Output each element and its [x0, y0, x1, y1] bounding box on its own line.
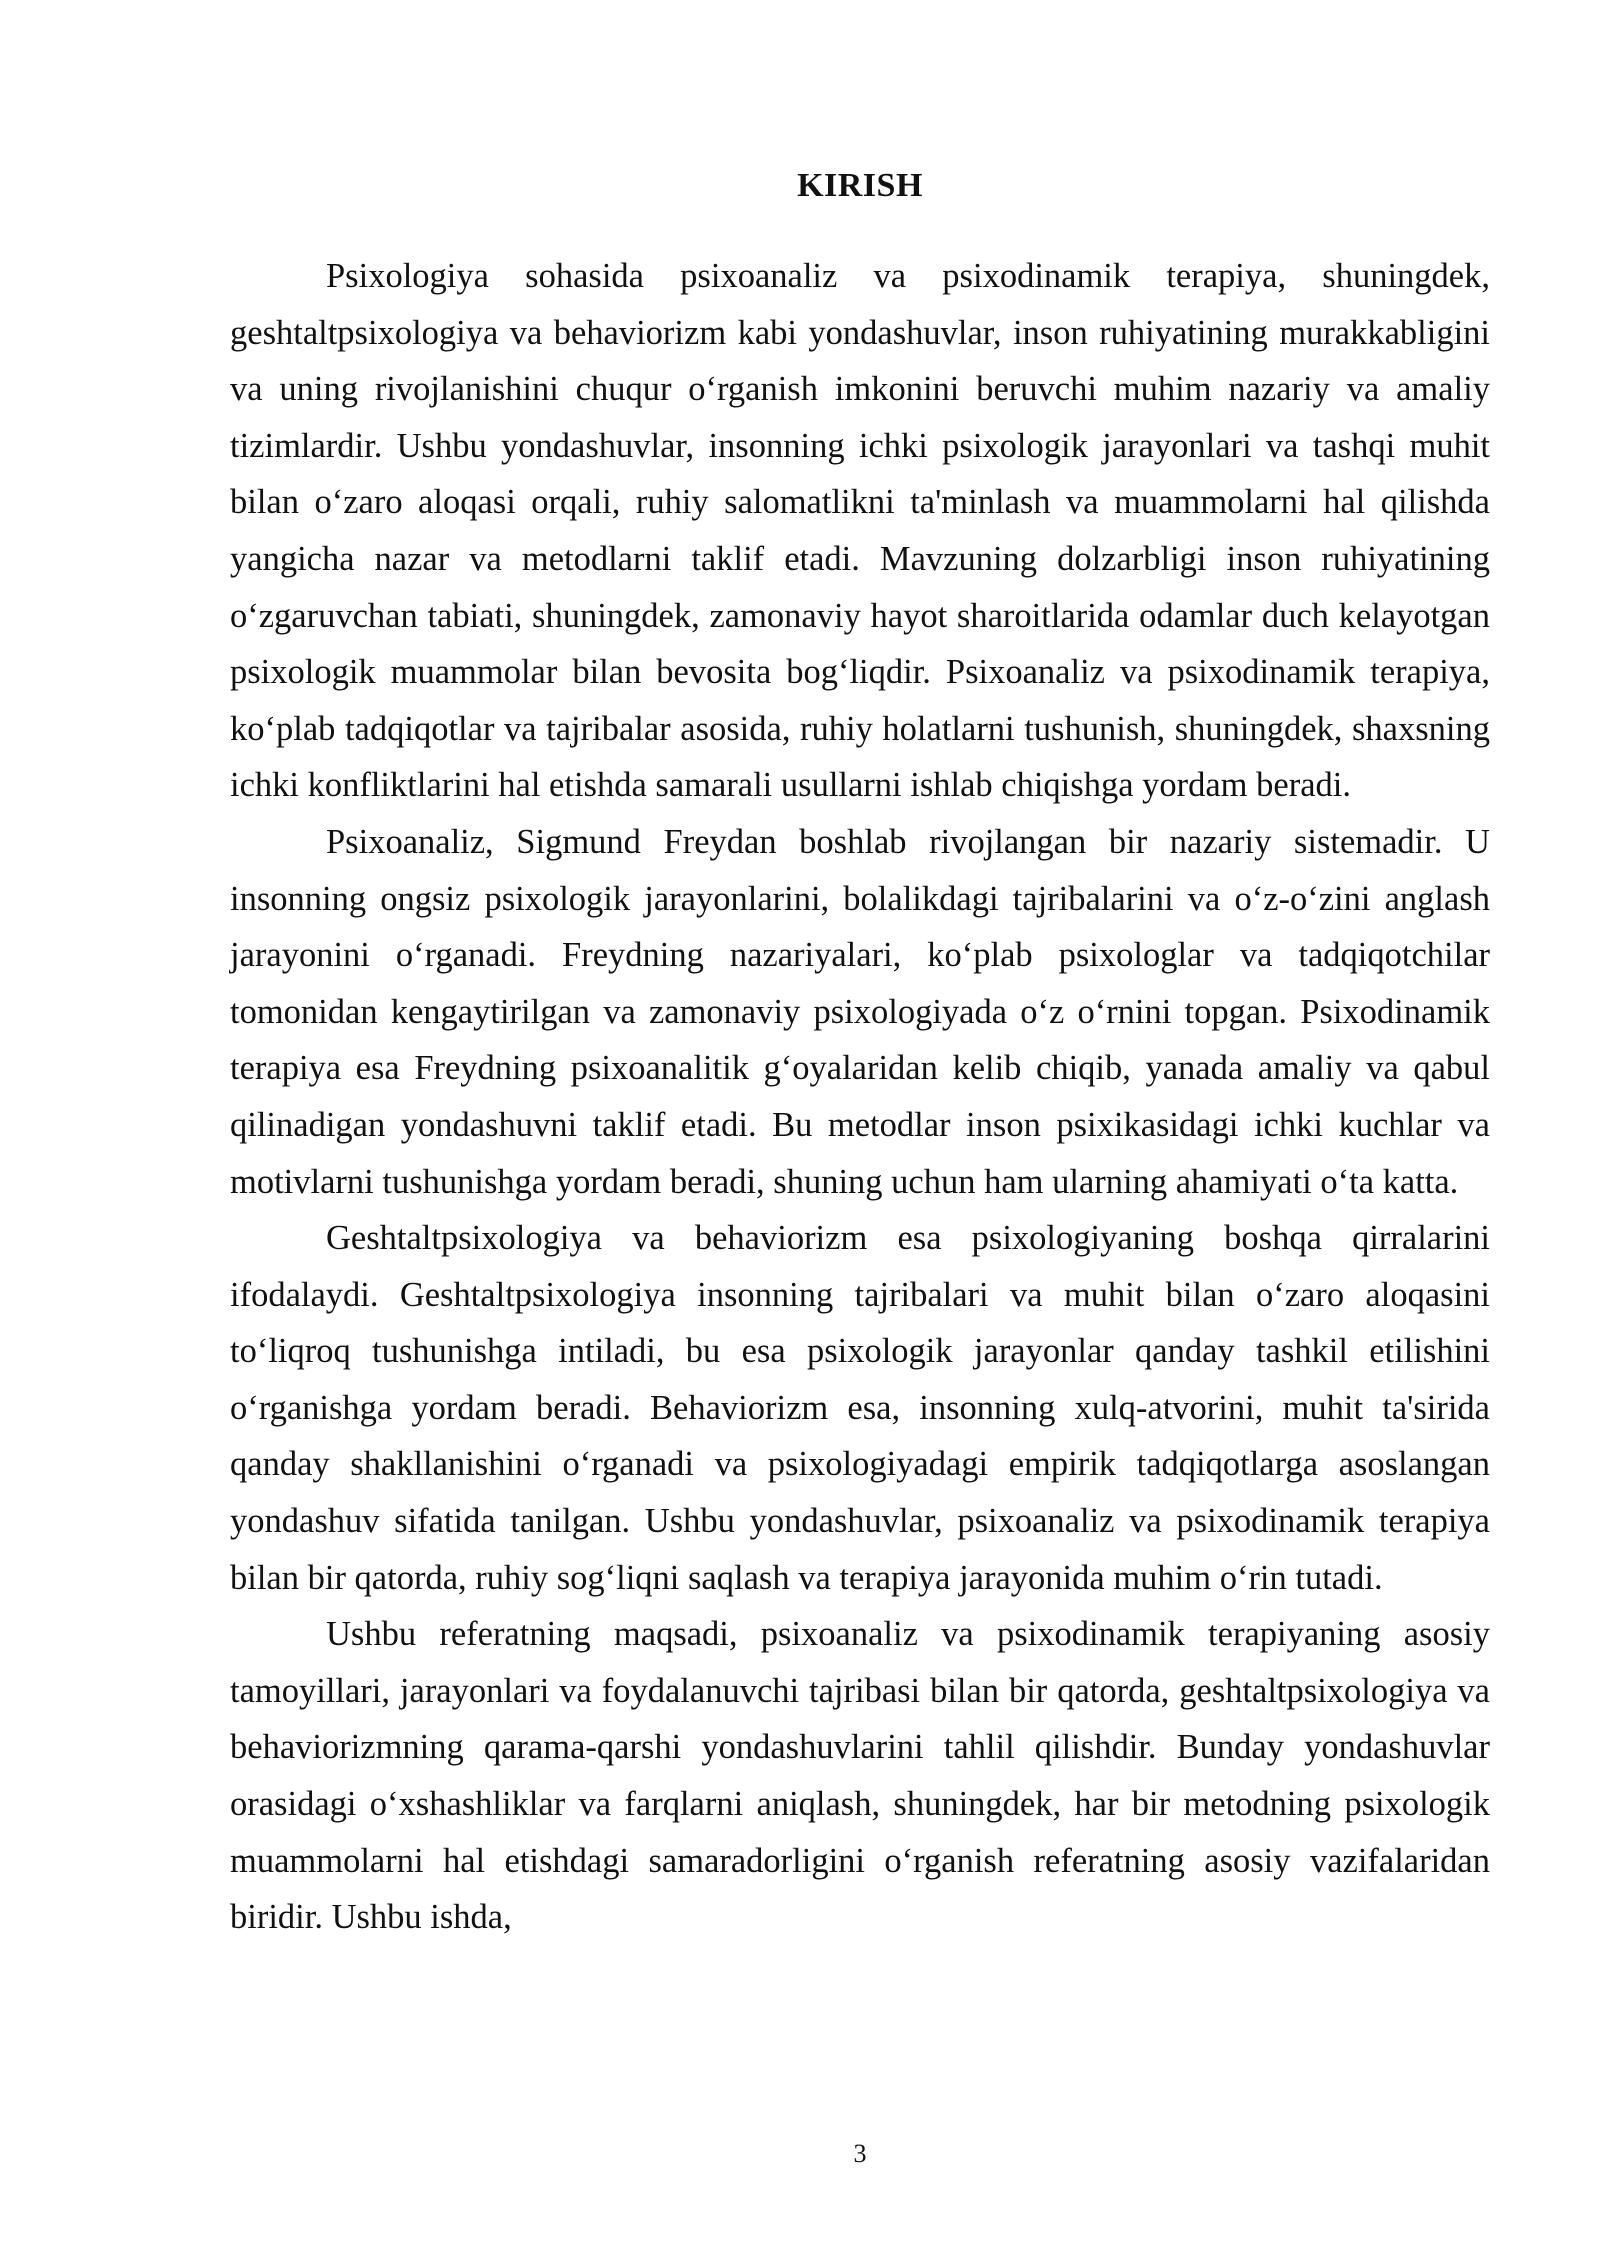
body-text	[230, 248, 1490, 1946]
page-number: 3	[853, 2139, 867, 2168]
section-title: KIRISH	[797, 167, 923, 204]
paragraph-4: Ushbu referatning maqsadi, psixoanaliz va psixodinamik terapiyaning asosiy tamoyillari, jarayonlari va foydalanuvchi tajribasi bilan bir qatorda, geshtaltpsixologiya va behaviorizmning qarama-qarshi yondashuvlarini tahlil qilishdir. Bunday yondashuvlar orasidagi o‘xshashliklar va farqlarni aniqlash, shuningdek, har bir metodning psixologik muammolarni hal etishdagi samaradorligini o‘rganish referatning asosiy vazifalaridan biridir. Ushbu ishda,	[230, 1615, 1490, 1937]
paragraph-3: Geshtaltpsixologiya va behaviorizm esa psixologiyaning boshqa qirralarini ifodalaydi. Geshtaltpsixologiya insonning tajribalari va muhit bilan o‘zaro aloqasini to‘liqroq tushunishga intiladi, bu esa psixologik jarayonlar qanday tashkil etilishini o‘rganishga yordam beradi. Behaviorizm esa, insonning xulq-atvorini, muhit ta'sirida qanday shakllanishini o‘rganadi va psixologiyadagi empirik tadqiqotlarga asoslangan yondashuv sifatida tanilgan. Ushbu yondashuvlar, psixoanaliz va psixodinamik terapiya bilan bir qatorda, ruhiy sog‘liqni saqlash va terapiya jarayonida muhim o‘rin tutadi.	[230, 1219, 1490, 1597]
paragraph-2: Psixoanaliz, Sigmund Freydan boshlab rivojlangan bir nazariy sistemadir. U insonning ongsiz psixologik jarayonlarini, bolalikdagi tajribalarini va o‘z-o‘zini anglash jarayonini o‘rganadi. Freydning nazariyalari, ko‘plab psixologlar va tadqiqotchilar tomonidan kengaytirilgan va zamonaviy psixologiyada o‘z o‘rnini topgan. Psixodinamik terapiya esa Freydning psixoanalitik g‘oyalaridan kelib chiqib, yanada amaliy va qabul qilinadigan yondashuvni taklif etadi. Bu metodlar inson psixikasidagi ichki kuchlar va motivlarni tushunishga yordam beradi, shuning uchun ham ularning ahamiyati o‘ta katta.	[230, 822, 1490, 1201]
paragraph-1: Psixologiya sohasida psixoanaliz va psixodinamik terapiya, shuningdek, geshtaltpsixologiya va behaviorizm kabi yondashuvlar, inson ruhiyatining murakkabligini va uning rivojlanishini chuqur o‘rganish imkonini beruvchi muhim nazariy va amaliy tizimlardir. Ushbu yondashuvlar, insonning ichki psixologik jarayonlari va tashqi muhit bilan o‘zaro aloqasi orqali, ruhiy salomatlikni ta'minlash va muammolarni hal qilishda yangicha nazar va metodlarni taklif etadi. Mavzuning dolzarbligi inson ruhiyatining o‘zgaruvchan tabiati, shuningdek, zamonaviy hayot sharoitlarida odamlar duch kelayotgan psixologik muammolar bilan bevosita bog‘liqdir. Psixoanaliz va psixodinamik terapiya, ko‘plab tadqiqotlar va tajribalar asosida, ruhiy holatlarni tushunish, shuningdek, shaxsning ichki konfliktlarini hal etishda samarali usullarni ishlab chiqishga yordam beradi.	[230, 257, 1490, 805]
